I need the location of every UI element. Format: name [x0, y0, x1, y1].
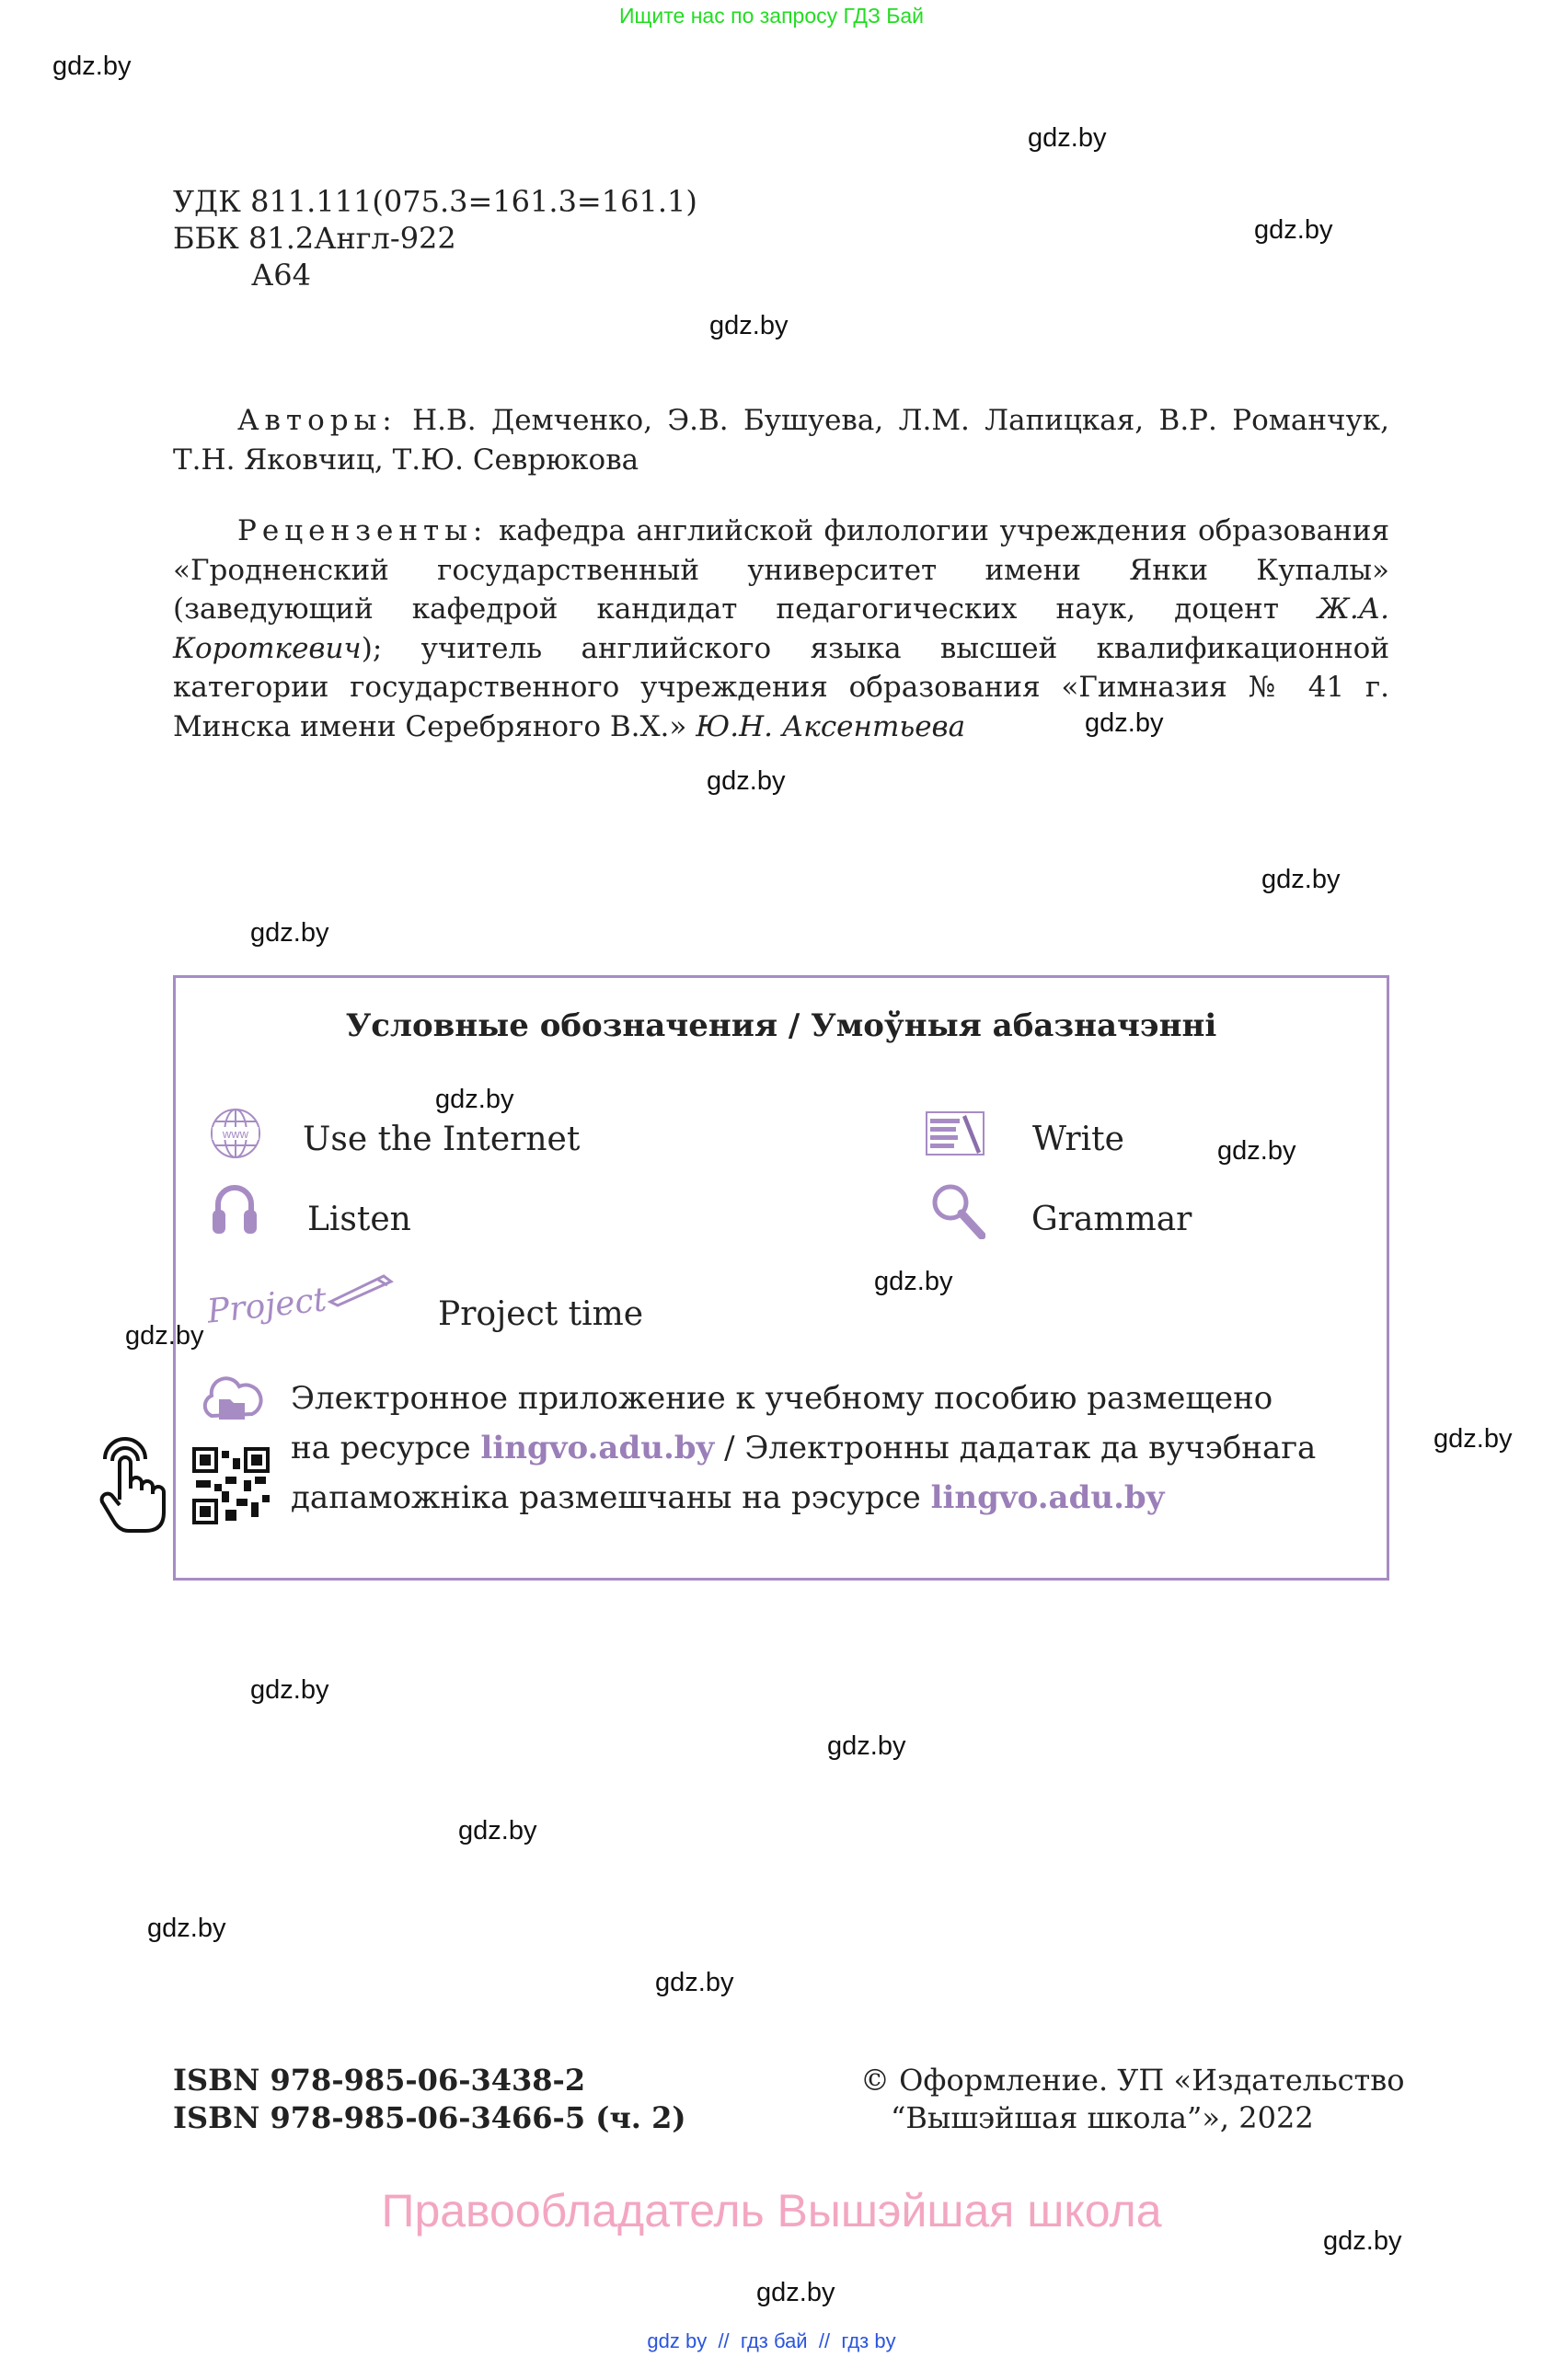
legend-write: Write — [1032, 1121, 1124, 1158]
legend-grammar: Grammar — [1031, 1201, 1192, 1238]
isbn-1: ISBN 978-985-06-3438-2 — [173, 2063, 586, 2098]
watermark: gdz.by — [827, 1731, 906, 1761]
authors-label: Авторы: — [237, 404, 397, 437]
watermark: gdz.by — [125, 1321, 204, 1351]
top-banner[interactable]: Ищите нас по запросу ГДЗ Бай — [618, 4, 925, 28]
cloud-folder-icon — [199, 1372, 263, 1423]
rights-holder-watermark: Правообладатель Вышэйшая школа — [381, 2185, 1162, 2236]
electronic-resource-text — [291, 1374, 1316, 1523]
link-gdz-by-cyr[interactable]: гдз by — [841, 2329, 896, 2352]
watermark: gdz.by — [1217, 1136, 1296, 1166]
watermark: gdz.by — [52, 52, 132, 81]
bbk-code: ББК 81.2Англ-922 — [173, 221, 456, 256]
pen-icon — [327, 1270, 400, 1307]
copyright-line-1: © Оформление. УП «Издательство — [860, 2063, 1405, 2098]
globe-www-icon — [209, 1107, 262, 1160]
legend-internet: Use the Internet — [303, 1121, 581, 1158]
separator: // — [718, 2329, 730, 2352]
watermark: gdz.by — [147, 1914, 226, 1943]
touch-hand-icon — [99, 1435, 171, 1535]
reviewers-paragraph — [173, 512, 1389, 747]
legend-box — [173, 975, 1389, 1581]
legend-project-time: Project time — [438, 1295, 644, 1333]
authors-text: Н.В. Демченко, Э.В. Бушуева, Л.М. Лапицкая, В.Р. Романчук, Т.Н. Яковчиц, Т.Ю. Севрюкова — [173, 404, 1389, 477]
bottom-links — [0, 2329, 1543, 2353]
separator: // — [818, 2329, 831, 2352]
watermark: gdz.by — [1323, 2226, 1402, 2256]
reviewers-label: Рецензенты: — [237, 514, 489, 547]
watermark: gdz.by — [458, 1816, 537, 1845]
link-gdz-bai[interactable]: гдз бай — [740, 2329, 808, 2352]
project-logo-text: Project — [205, 1281, 328, 1331]
author-mark: А64 — [251, 258, 311, 293]
watermark: gdz.by — [1028, 123, 1107, 153]
electronic-line-3-pre: дапаможніка размешчаны на рэсурсе — [291, 1479, 931, 1516]
electronic-line-2-post: / Электронны дадатак да вучэбнага — [714, 1430, 1317, 1466]
watermark: gdz.by — [435, 1085, 514, 1114]
watermark: gdz.by — [707, 766, 786, 796]
legend-listen: Listen — [307, 1201, 411, 1238]
lingvo-link-2[interactable]: lingvo.adu.by — [930, 1479, 1165, 1516]
reviewers-text-2: ); учитель английского языка высшей квалификационной категории государственного учреждения образования «Гимназия № 41 г. Минска имени Серебряного В.Х.» — [173, 631, 1389, 743]
electronic-line-2-pre: на ресурсе — [291, 1430, 481, 1466]
watermark: gdz.by — [1261, 865, 1341, 894]
authors-paragraph — [173, 401, 1389, 479]
legend-title: Условные обозначения / Умоўныя абазначэнні — [345, 1007, 1217, 1044]
watermark: gdz.by — [250, 918, 329, 948]
headphones-icon — [211, 1180, 259, 1237]
svg-text:www: www — [222, 1127, 249, 1141]
watermark: gdz.by — [709, 311, 789, 340]
reviewer-name-1: Ж.А. Короткевич — [173, 592, 1389, 665]
qr-code-icon[interactable] — [192, 1447, 270, 1524]
isbn-2: ISBN 978-985-06-3466-5 (ч. 2) — [173, 2100, 686, 2135]
electronic-line-1: Электронное приложение к учебному пособию размещено — [291, 1380, 1273, 1417]
watermark: gdz.by — [250, 1675, 329, 1705]
write-notebook-icon — [926, 1111, 986, 1156]
project-logo-icon — [207, 1270, 409, 1344]
copyright-line-2: “Вышэйшая школа”», 2022 — [891, 2100, 1314, 2135]
udk-code: УДК 811.111(075.3=161.3=161.1) — [173, 184, 697, 219]
watermark: gdz.by — [1085, 708, 1164, 738]
watermark: gdz.by — [1434, 1424, 1513, 1454]
reviewer-name-2: Ю.Н. Аксентьева — [696, 709, 966, 743]
watermark: gdz.by — [756, 2278, 835, 2307]
link-gdz-by[interactable]: gdz by — [647, 2329, 708, 2352]
watermark: gdz.by — [1254, 215, 1333, 245]
magnifier-icon — [930, 1182, 985, 1239]
watermark: gdz.by — [655, 1968, 734, 1997]
lingvo-link-1[interactable]: lingvo.adu.by — [480, 1430, 715, 1466]
reviewers-text-1: кафедра английской филологии учреждения образования «Гродненский государственный университет имени Янки Купалы» (заведующий кафедрой кандидат педагогических наук, доцент — [173, 514, 1389, 627]
watermark: gdz.by — [874, 1267, 953, 1296]
